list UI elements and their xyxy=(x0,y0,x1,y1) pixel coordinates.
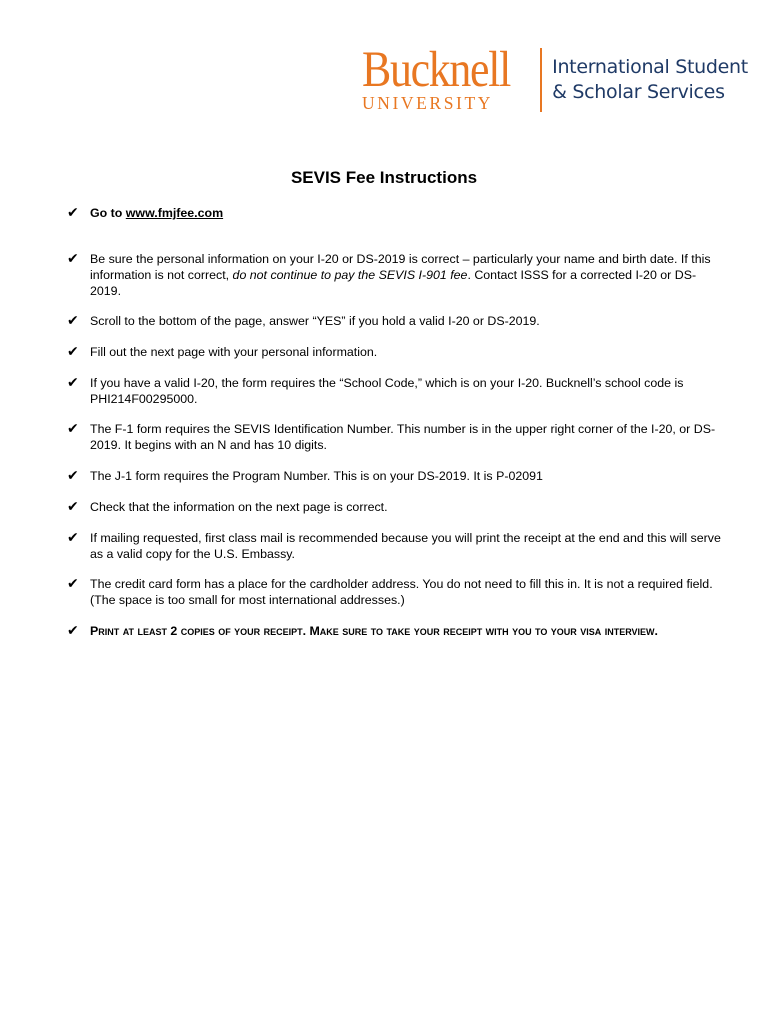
checkmark-icon: ✔ xyxy=(67,205,79,221)
logo-divider xyxy=(540,48,542,112)
checkmark-icon: ✔ xyxy=(67,421,79,437)
item-text: The J-1 form requires the Program Number. This is on your DS-2019. It is P-02091 xyxy=(90,469,543,483)
checkmark-icon: ✔ xyxy=(67,576,79,592)
checkmark-icon: ✔ xyxy=(67,499,79,515)
list-item xyxy=(67,576,727,608)
page-title: SEVIS Fee Instructions xyxy=(290,168,478,187)
logo-university: UNIVERSITY xyxy=(362,93,493,113)
item-text: Scroll to the bottom of the page, answer “YES” if you hold a valid I-20 or DS-2019. xyxy=(90,314,540,328)
item-emphasis: do not continue to pay the SEVIS I-901 fee xyxy=(232,268,468,282)
item-text xyxy=(90,205,727,221)
item-prefix: Go to xyxy=(90,206,126,220)
list-item xyxy=(67,623,727,639)
checkmark-icon: ✔ xyxy=(67,468,79,484)
list-item xyxy=(67,251,727,299)
item-text xyxy=(90,251,727,299)
item-text: If you have a valid I-20, the form requires the “School Code,” which is on your I-20. Bucknell’s school code is PHI214F00295000. xyxy=(90,376,684,406)
fmjfee-link[interactable]: www.fmjfee.com xyxy=(125,206,224,220)
list-item xyxy=(67,468,727,484)
checkmark-icon: ✔ xyxy=(67,375,79,391)
list-item xyxy=(67,313,727,329)
department-name xyxy=(552,55,748,105)
checkmark-icon: ✔ xyxy=(67,313,79,329)
item-text: Check that the information on the next page is correct. xyxy=(90,500,388,514)
list-item xyxy=(67,375,727,407)
item-text-part-2: . Contact ISSS for a corrected I-20 or DS-2019. xyxy=(90,268,697,298)
item-text-part-1: Be sure the personal information on your I-20 or DS-2019 is correct – particularly your name and birth date. If this information is not correct, xyxy=(90,252,711,282)
page-header xyxy=(362,42,748,114)
list-item xyxy=(67,530,727,562)
checkmark-icon: ✔ xyxy=(67,530,79,546)
department-line-1: International Student xyxy=(552,56,748,78)
list-item xyxy=(67,499,727,515)
item-text-emphasized: Print at least 2 copies of your receipt. Make sure to take your receipt with you to your visa interview. xyxy=(90,624,658,638)
bucknell-logo xyxy=(362,42,534,113)
department-line-2: & Scholar Services xyxy=(552,81,725,103)
item-text: Fill out the next page with your personal information. xyxy=(90,345,378,359)
checkmark-icon: ✔ xyxy=(67,344,79,360)
checkmark-icon: ✔ xyxy=(67,251,79,267)
list-item xyxy=(67,205,727,221)
logo-wordmark: Bucknell xyxy=(362,42,511,98)
list-item xyxy=(67,344,727,360)
item-text: The credit card form has a place for the cardholder address. You do not need to fill this in. It is not a required field. (The space is too small for most international addresses.) xyxy=(90,577,713,607)
list-item xyxy=(67,421,727,453)
item-text: If mailing requested, first class mail is recommended because you will print the receipt at the end and this will serve as a valid copy for the U.S. Embassy. xyxy=(90,531,721,561)
checkmark-icon: ✔ xyxy=(67,623,79,639)
item-text: The F-1 form requires the SEVIS Identification Number. This number is in the upper right corner of the I-20, or DS-2019. It begins with an N and has 10 digits. xyxy=(90,422,716,452)
